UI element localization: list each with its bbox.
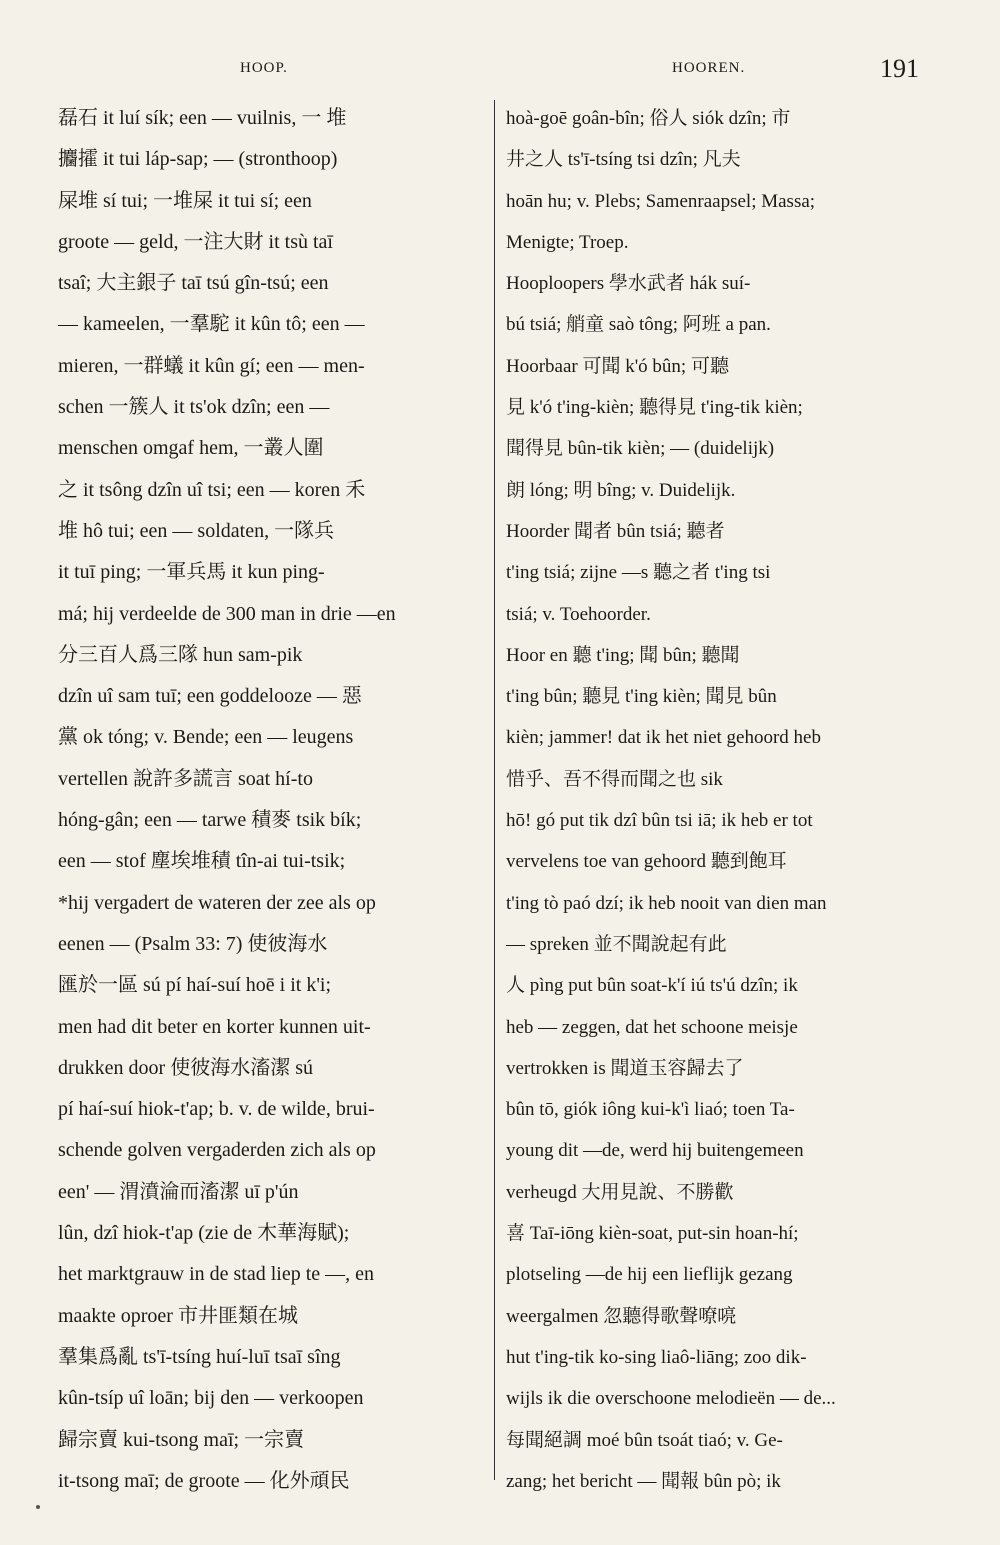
- text-line: vervelens toe van gehoord 聽到飽耳: [506, 851, 787, 873]
- text-line: kûn-tsíp uî loān; bij den — verkoopen: [58, 1387, 364, 1410]
- text-line: it tuī ping; 一軍兵馬 it kun ping-: [58, 561, 325, 584]
- column-divider: [494, 100, 495, 1480]
- text-line: bú tsiá; 艄童 saò tông; 阿班 a pan.: [506, 314, 771, 336]
- page-number: 191: [880, 54, 919, 83]
- text-line: tsiá; v. Toehoorder.: [506, 603, 651, 625]
- text-line: hoān hu; v. Plebs; Samenraapsel; Massa;: [506, 190, 816, 212]
- text-line: men had dit beter en korter kunnen uit-: [58, 1015, 371, 1038]
- text-line: Hoorder 聞者 bûn tsiá; 聽者: [506, 520, 725, 542]
- text-line: 分三百人爲三隊 hun sam-pik: [58, 643, 303, 666]
- text-line: plotseling —de hij een lieflijk gezang: [506, 1264, 793, 1286]
- text-line: een — stof 塵埃堆積 tîn-ai tui-tsik;: [58, 850, 346, 873]
- text-line: t'ing bûn; 聽見 t'ing kièn; 聞見 bûn: [506, 686, 777, 708]
- text-line: Hooploopers 學水武者 hák suí-: [506, 273, 751, 295]
- page-speck: [36, 1505, 40, 1509]
- text-line: zang; het bericht — 聞報 bûn pò; ik: [506, 1470, 781, 1492]
- text-line: hut t'ing-tik ko-sing liaô-liāng; zoo dik-: [506, 1346, 807, 1368]
- text-line: kièn; jammer! dat ik het niet gehoord heb: [506, 727, 821, 749]
- text-line: 屎堆 sí tui; 一堆屎 it tui sí; een: [58, 189, 312, 212]
- text-line: weergalmen 忽聽得歌聲嘹喨: [506, 1305, 737, 1327]
- text-line: 井之人 ts'ī-tsíng tsi dzîn; 凡夫: [506, 149, 741, 171]
- text-line: hoà-goē goân-bîn; 俗人 siók dzîn; 市: [506, 108, 791, 129]
- text-line: bûn tō, giók iông kui-k'ì liaó; toen Ta-: [506, 1099, 795, 1121]
- text-line: 朗 lóng; 明 bîng; v. Duidelijk.: [506, 479, 736, 501]
- page-header: [0, 56, 1000, 86]
- text-line: 喜 Taī-iōng kièn-soat, put-sin hoan-hí;: [506, 1223, 799, 1245]
- text-line: schende golven vergaderden zich als op: [58, 1139, 376, 1162]
- text-line: lûn, dzî hiok-t'ap (zie de 木華海賦);: [58, 1222, 350, 1245]
- left-column: [58, 98, 478, 1502]
- text-line: *hij vergadert de wateren der zee als op: [58, 891, 376, 914]
- text-line: dzîn uî sam tuī; een goddelooze — 惡: [58, 685, 362, 708]
- text-line: menschen omgaf hem, 一叢人圍: [58, 437, 324, 460]
- text-line: 人 pìng put bûn soat-k'í iú ts'ú dzîn; ik: [506, 975, 798, 997]
- text-line: groote — geld, 一注大財 it tsù taī: [58, 230, 333, 253]
- text-line: het marktgrauw in de stad liep te —, en: [58, 1263, 375, 1286]
- text-line: 每聞絕調 moé bûn tsoát tiaó; v. Ge-: [506, 1429, 783, 1451]
- text-line: drukken door 使彼海水滀潔 sú: [58, 1056, 313, 1079]
- text-line: 匯於一區 sú pí haí-suí hoē i it k'i;: [58, 974, 332, 997]
- text-line: 歸宗賣 kui-tsong maī; 一宗賣: [58, 1428, 305, 1451]
- text-line: Menigte; Troep.: [506, 231, 629, 253]
- text-line: verheugd 大用見說、不勝歡: [506, 1181, 734, 1203]
- text-line: wijls ik die overschoone melodieën — de...: [506, 1388, 836, 1410]
- text-line: heb — zeggen, dat het schoone meisje: [506, 1016, 798, 1038]
- text-line: — kameelen, 一羣駝 it kûn tô; een —: [58, 313, 365, 336]
- text-line: Hoor en 聽 t'ing; 聞 bûn; 聽聞: [506, 644, 740, 666]
- text-line: 黨 ok tóng; v. Bende; een — leugens: [58, 726, 354, 749]
- text-line: hóng-gân; een — tarwe 積麥 tsik bík;: [58, 809, 362, 832]
- text-line: 攟攉 it tui láp-sap; — (stronthoop): [58, 148, 338, 171]
- text-line: een' — 渭濆淪而滀潔 uī p'ún: [58, 1180, 299, 1203]
- text-line: it-tsong maī; de groote — 化外頑民: [58, 1469, 350, 1492]
- text-line: — spreken 並不聞說起有此: [506, 933, 727, 955]
- text-line: t'ing tsiá; zijne —s 聽之者 t'ing tsi: [506, 562, 771, 584]
- text-line: young dit —de, werd hij buitengemeen: [506, 1140, 804, 1162]
- text-line: eenen — (Psalm 33: 7) 使彼海水: [58, 932, 328, 955]
- text-line: má; hij verdeelde de 300 man in drie —en: [58, 602, 396, 625]
- text-line: hō! gó put tik dzî bûn tsi iā; ik heb er tot: [506, 810, 813, 832]
- text-line: mieren, 一群蟻 it kûn gí; een — men-: [58, 354, 365, 377]
- running-head-left: HOOP.: [240, 60, 288, 76]
- text-line: 惜乎、吾不得而聞之也 sik: [506, 768, 723, 790]
- text-line: 羣集爲亂 ts'ī-tsíng huí-luī tsaī sîng: [58, 1345, 341, 1368]
- text-line: 堆 hô tui; een — soldaten, 一隊兵: [58, 519, 335, 542]
- text-line: tsaî; 大主銀子 taī tsú gîn-tsú; een: [58, 272, 329, 295]
- text-line: vertrokken is 聞道玉容歸去了: [506, 1057, 744, 1079]
- text-line: Hoorbaar 可聞 k'ó bûn; 可聽: [506, 355, 729, 377]
- running-head-center: HOOREN.: [672, 60, 746, 76]
- text-line: t'ing tò paó dzí; ik heb nooit van dien man: [506, 892, 827, 914]
- text-line: 之 it tsông dzîn uî tsi; een — koren 禾: [58, 478, 366, 501]
- text-line: schen 一簇人 it ts'ok dzîn; een —: [58, 396, 330, 419]
- text-line: 見 k'ó t'ing-kièn; 聽得見 t'ing-tik kièn;: [506, 397, 803, 419]
- text-line: vertellen 說許多謊言 soat hí-to: [58, 767, 313, 790]
- text-line: 磊石 it luí sík; een — vuilnis, 一 堆: [58, 107, 347, 129]
- text-line: pí haí-suí hiok-t'ap; b. v. de wilde, brui-: [58, 1098, 375, 1121]
- text-line: maakte oproer 市井匪類在城: [58, 1304, 298, 1327]
- text-line: 聞得見 bûn-tik kièn; — (duidelijk): [506, 438, 775, 460]
- right-column: [506, 98, 918, 1502]
